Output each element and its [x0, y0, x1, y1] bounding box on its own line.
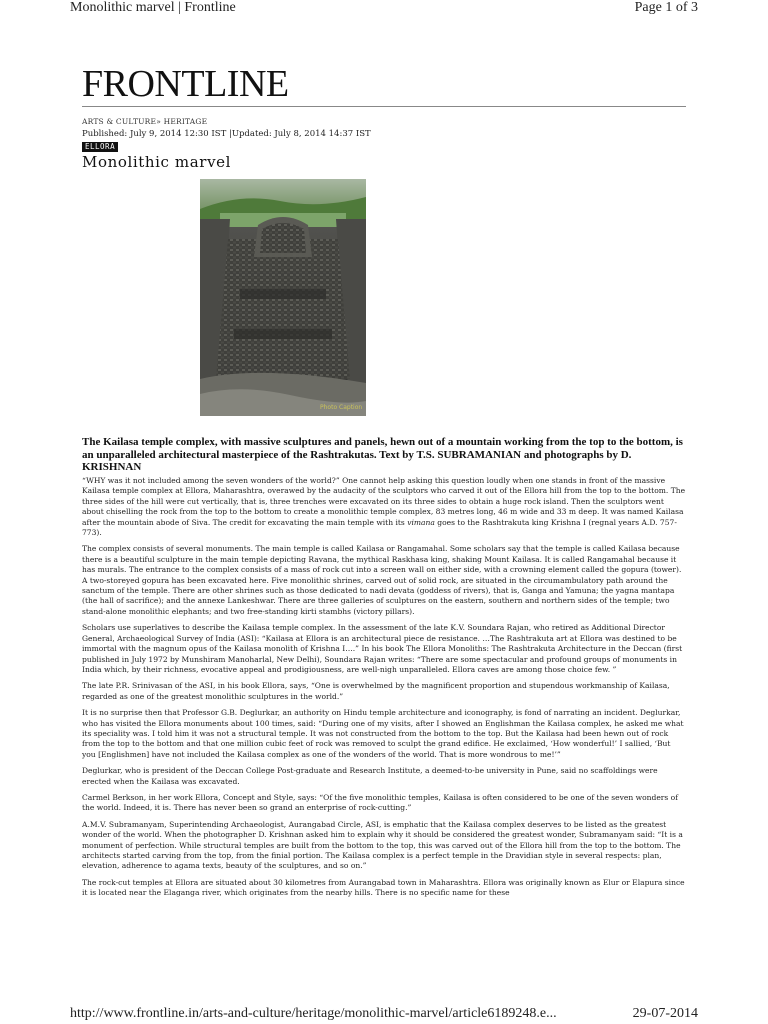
print-date: 29-07-2014 — [632, 1006, 698, 1021]
article-lede: The Kailasa temple complex, with massive sculptures and panels, hewn out of a mountain working from the top to the bottom, is an unparalleled architectural masterpiece of the Rashtrakutas. Text by T.S. SUBRAMANIAN and photographs by D. KRISHNAN — [82, 436, 683, 473]
body-paragraph: It is no surprise then that Professor G.B. Deglurkar, an authority on Hindu temple architecture and iconography, is fond of narrating an incident. Deglurkar, who has visited the Ellora monuments about 100 times, said: “During one of my visits, after I showed an Englishman the Kailasa complex, he asked me what its speciality was. I told him it was not a structural temple. It was not constructed from the bottom to the top. But the Kailasa had been hewn out of rock from the top to the bottom and that one million cubic feet of rock was removed to sculpt the grand edifice. He exclaimed, ‘How wonderful!’ I sallied, ‘But you [Englishmen] have not included the Kailasa complex as one of the wonders of the world. That is more wondrous to me!’” — [82, 708, 684, 759]
masthead-divider — [82, 106, 686, 107]
breadcrumb — [82, 117, 207, 126]
masthead-logo[interactable]: FRONTLINE — [82, 63, 289, 105]
print-page-title: Monolithic marvel | Frontline — [70, 0, 236, 15]
breadcrumb-section[interactable]: ARTS & CULTURE — [82, 117, 157, 126]
body-paragraph: “WHY was it not included among the seven wonders of the world?” One cannot help asking this question loudly when one stands in front of the massive Kailasa temple complex at Ellora, Maharashtra, overawed by the audacity of the sculptors who carved it out of the Ellora hill from the top to the bottom. The three sides of the hill were cut vertically, that is, three trenches were excavated on its three sides to obtain a huge rock island. Then the sculptors went about chiselling the rock from the top to the bottom to create a monolithic temple complex, 83 metres long, 46 m wide and 33 m deep. It was named Kailasa after the mountain abode of Siva. The credit for excavating the main temple with its vimana goes to the Rashtrakuta king Krishna I (regnal years A.D. 757-773). — [82, 476, 686, 538]
body-paragraph: The rock-cut temples at Ellora are situated about 30 kilometres from Aurangabad town in Maharashtra. Ellora was originally known as Elur or Elapura since it is located near the Elaganga river, which originates from the nearby hills. There is no specific name for these — [82, 877, 685, 898]
print-page-count: Page 1 of 3 — [634, 0, 698, 15]
print-footer — [0, 1006, 768, 1024]
body-paragraph: Deglurkar, who is president of the Deccan College Post-graduate and Research Institute, a deemed-to-be university in Pune, said no scaffoldings were erected when the Kailasa was excavated. — [82, 766, 658, 786]
article-body — [82, 476, 686, 905]
breadcrumb-subsection[interactable]: HERITAGE — [163, 117, 208, 126]
print-url[interactable]: http://www.frontline.in/arts-and-culture/heritage/monolithic-marvel/article6189248.e... — [70, 1006, 557, 1021]
body-paragraph: Scholars use superlatives to describe the Kailasa temple complex. In the assessment of the late K.V. Soundara Rajan, who retired as Additional Director General, Archaeological Survey of India (ASI): “Kailasa at Ellora is an architectural piece de resistance. …The Rashtrakuta art at Ellora was destined to be immortal with the magnum opus of the Kailasa monolith of Krishna I….” In his book The Ellora Monoliths: The Rashtrakuta Architecture in the Deccan (first published in July 1972 by Munshiram Manoharlal, New Delhi), Soundara Rajan writes: “There are some spectacular and profound groups of monuments in India which, by their richness, evocative appeal and prodigiousness, are well-nigh unparalleled. Ellora caves are among those choice few. ” — [82, 623, 683, 674]
body-paragraph: Carmel Berkson, in her work Ellora, Concept and Style, says: “Of the five monolithic temples, Kailasa is often considered to be one of the seven wonders of the world. Indeed, it is. There has never been so grand an enterprise of rock-cutting.” — [82, 792, 679, 813]
updated-date: Updated: July 8, 2014 14:37 IST — [231, 129, 371, 139]
article-photo — [200, 179, 366, 416]
breadcrumb-separator: » — [156, 117, 161, 126]
body-paragraph: The complex consists of several monuments. The main temple is called Kailasa or Rangamahal. Some scholars say that the temple is called Kailasa because there is a beautiful sculpture in the main temple depicting Ravana, the mythical Raskhasa king, shaking Mount Kailasa. It is called Rangamahal because it has murals. The entrance to the complex consists of a mass of rock cut into a screen wall on either side, with a crowning element called the gopura (tower). A two-storeyed gopura has been excavated here. Five monolithic shrines, carved out of solid rock, are situated in the circumambulatory path around the sanctum of the temple. There are other shrines such as those dedicated to nadi devata (goddess of rivers), that is, Ganga and Yamuna; the yagna mantapa (the hall of sacrifice); and the annexe Lankeshwar. There are three galleries of sculptures on the eastern, southern and northern sides of the temple; two stand-alone monolithic elephants; and two free-standing kirti stambhs (victory pillars). — [82, 544, 682, 616]
topic-tag[interactable]: ELLORA — [82, 142, 118, 152]
print-header — [0, 0, 768, 18]
article-dates — [82, 129, 371, 139]
article-title: Monolithic marvel — [82, 153, 232, 171]
published-date: Published: July 9, 2014 12:30 IST — [82, 129, 227, 139]
date-separator: | — [228, 129, 232, 139]
body-paragraph: A.M.V. Subramanyam, Superintending Archaeologist, Aurangabad Circle, ASI, is emphatic that the Kailasa complex deserves to be listed as the greatest wonder of the world. When the photographer D. Krishnan asked him to explain why it should be considered the greatest wonder, Subramanyam said: “It is a monument of perfection. While structural temples are built from the bottom to the top, this was carved out of the Ellora hill from the top to the bottom. The architects started carving from the top, from the finial portion. The Kailasa complex is a perfect temple in the Dravidian style in several respects: plan, elevation, adherence to agama texts, beauty of the sculptures, and so on.” — [82, 819, 683, 871]
photo-watermark: Photo Caption — [320, 404, 363, 411]
body-paragraph: The late P.R. Srinivasan of the ASI, in his book Ellora, says, “One is overwhelmed by the magnificent proportion and stupendous workmanship of Kailasa, regarded as one of the greatest monolithic sculptures in the world.” — [82, 681, 670, 701]
